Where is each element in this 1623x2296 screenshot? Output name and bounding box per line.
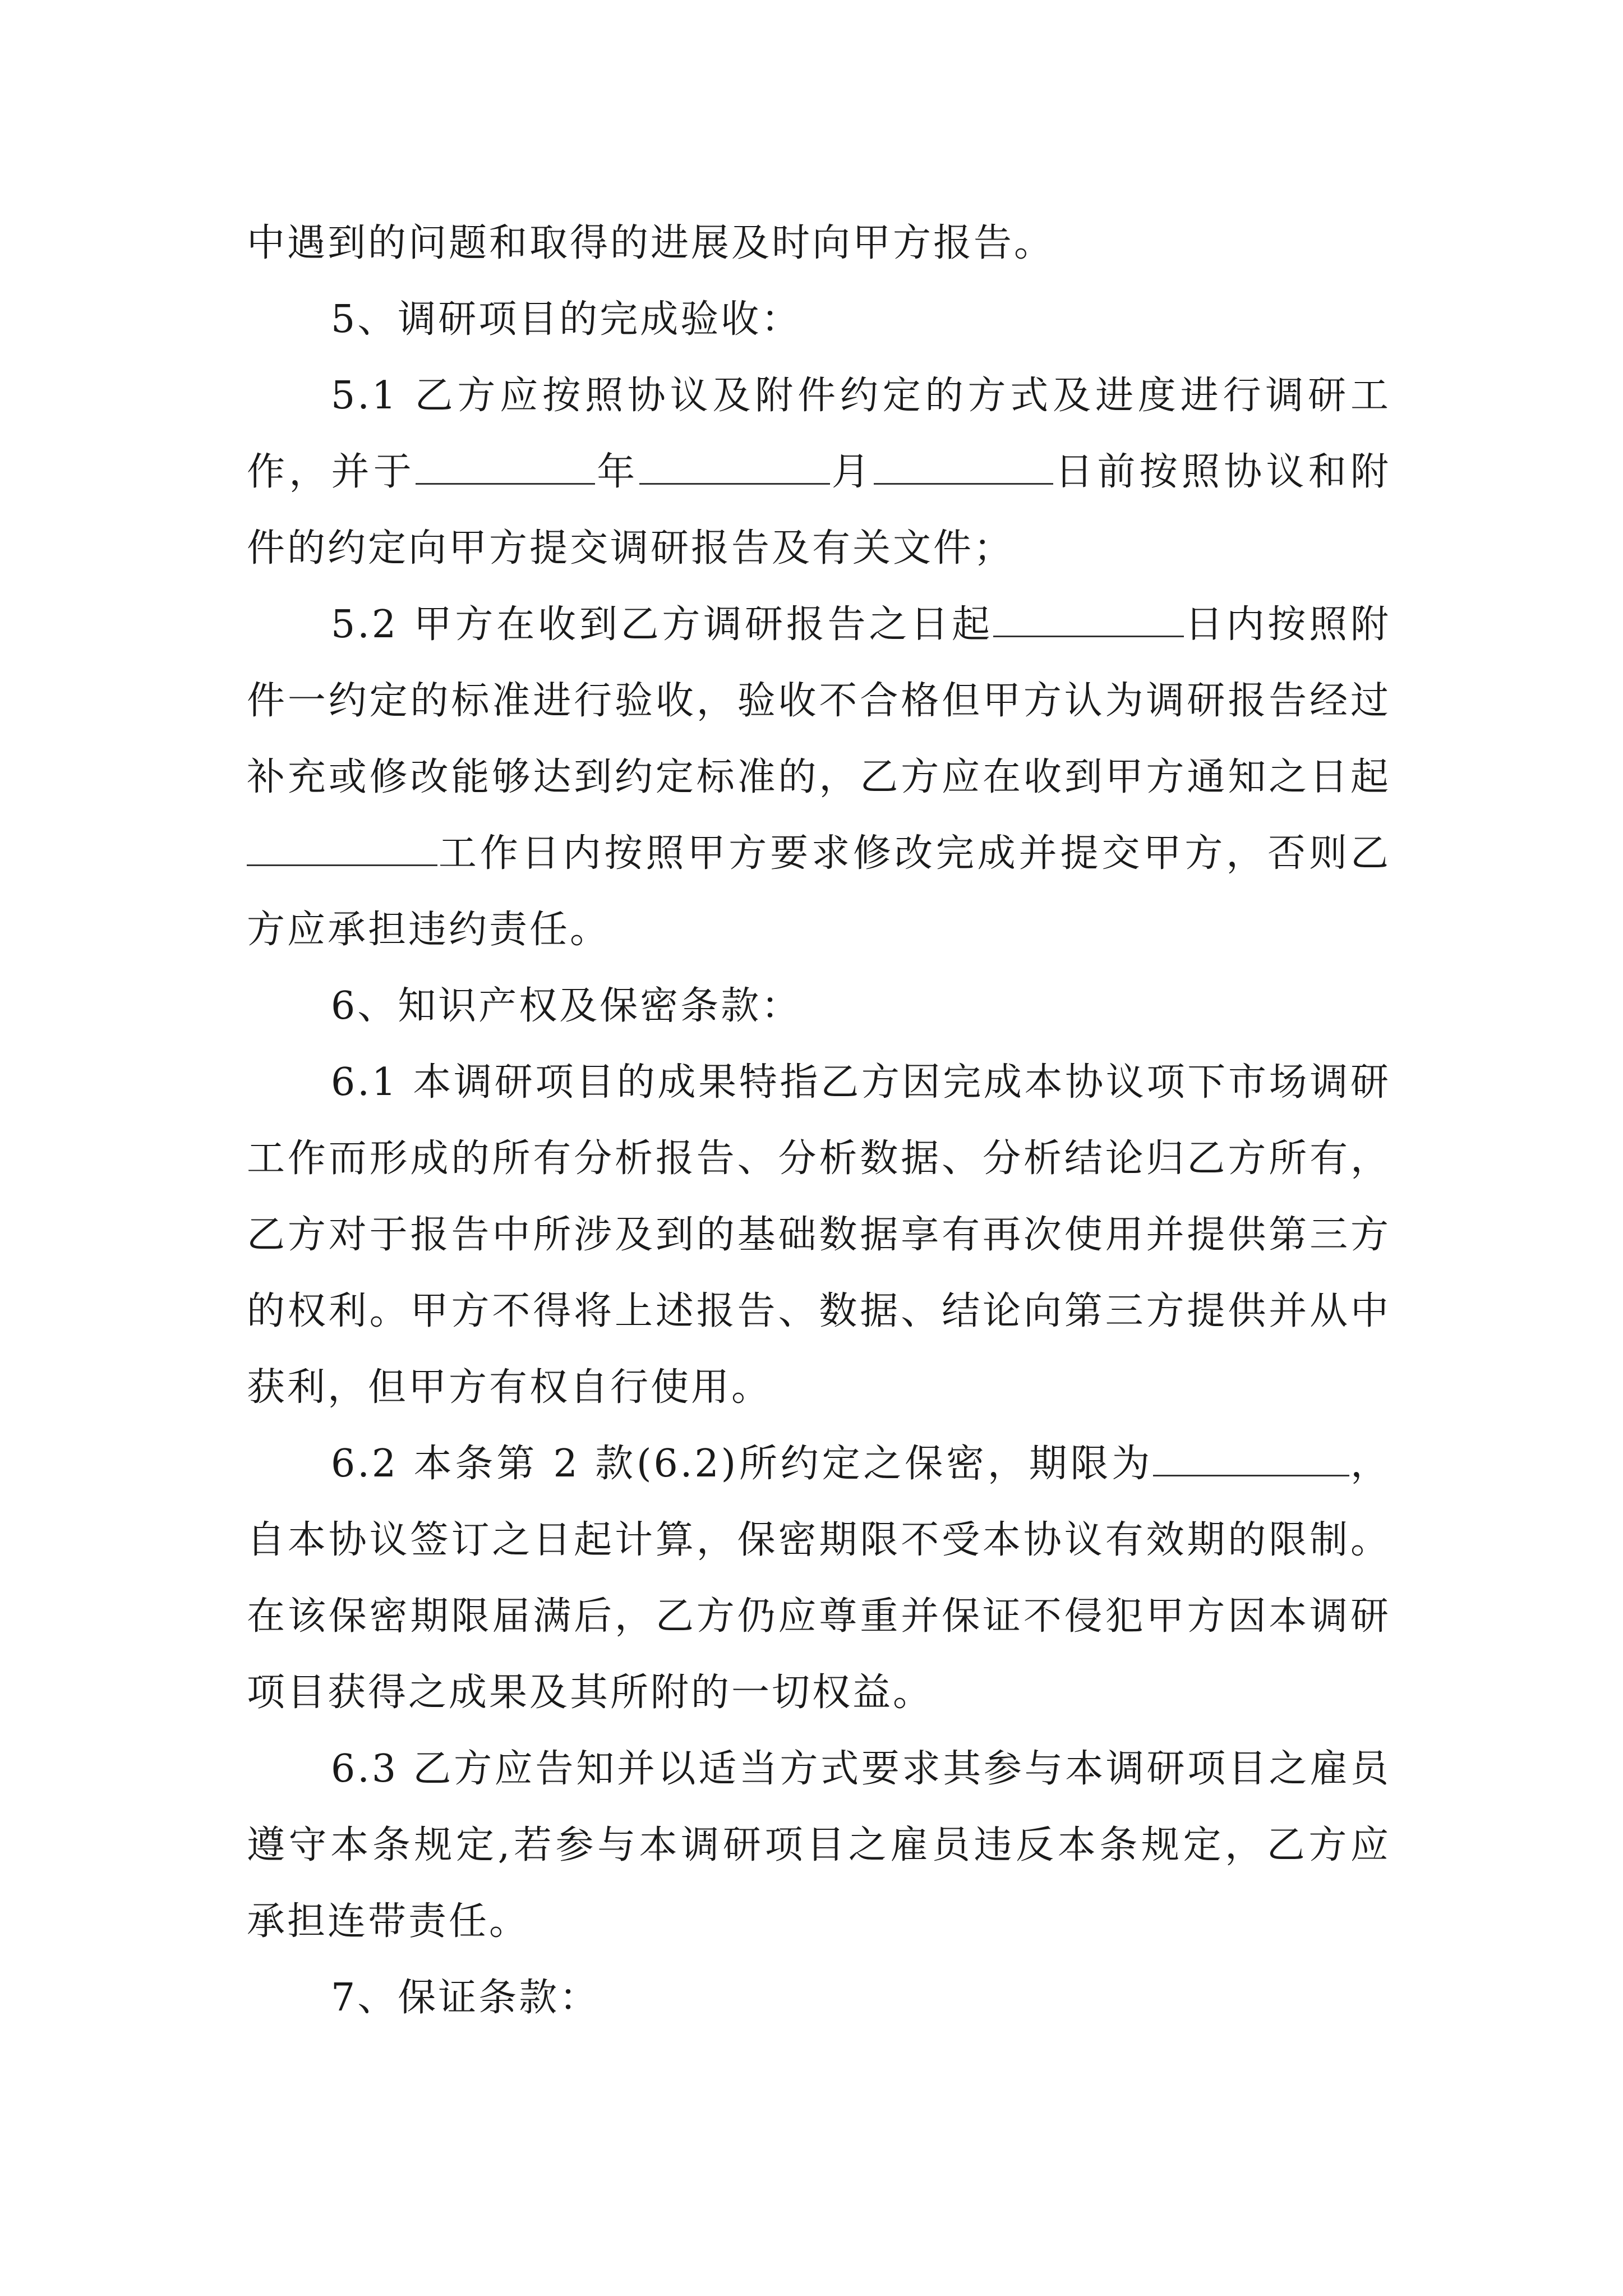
clause-5-1-text-a: 5.1 乙方应按照协议及附件约定的方式及进度进行调研工作，并于 [247, 374, 1391, 494]
section-heading-7: 7、保证条款： [331, 1976, 600, 2020]
clause-5-1-text-d: 日前按照协议和附件的约定向甲方提交调研报告及有关文件； [247, 450, 1391, 570]
section-heading-6: 6、知识产权及保密条款： [331, 984, 802, 1028]
contract-body [247, 205, 1391, 2036]
revision-workdays-blank [247, 832, 437, 866]
clause-5-2-text-a: 5.2 甲方在收到乙方调研报告之日起 [331, 602, 993, 647]
clause-5-2-text-b: 日内按照附件一约定的标准进行验收，验收不合格但甲方认为调研报告经过补充或修改能够达到约定标准的，乙方应在收到甲方通知之日起 [247, 602, 1391, 799]
acceptance-days-blank [993, 603, 1184, 637]
year-label: 年 [595, 450, 639, 494]
clause-6-2-text-a: 6.2 本条第 2 款(6.2)所约定之保密，期限为 [331, 1442, 1154, 1486]
clause-5-1 [247, 358, 1391, 587]
year-blank [416, 450, 595, 485]
clause-6-3: 6.3 乙方应告知并以适当方式要求其参与本调研项目之雇员遵守本条规定,若参与本调研项目之雇员违反本条规定，乙方应承担连带责任。 [247, 1747, 1391, 1944]
clause-6-2-text-b: ，自本协议签订之日起计算，保密期限不受本协议有效期的限制。在该保密期限届满后，乙方仍应尊重并保证不侵犯甲方因本调研项目获得之成果及其所附的一切权益。 [247, 1442, 1391, 1715]
clause-6-2 [247, 1426, 1391, 1731]
clause-6-1: 6.1 本调研项目的成果特指乙方因完成本协议项下市场调研工作而形成的所有分析报告、分析数据、分析结论归乙方所有，乙方对于报告中所涉及到的基础数据享有再次使用并提供第三方的权利。甲方不得将上述报告、数据、结论向第三方提供并从中获利，但甲方有权自行使用。 [247, 1060, 1391, 1410]
month-label: 月 [829, 450, 874, 494]
month-blank [639, 450, 830, 485]
clause-5-2-text-c: 工作日内按照甲方要求修改完成并提交甲方，否则乙方应承担违约责任。 [247, 831, 1391, 952]
day-blank [874, 450, 1053, 485]
clause-5-2 [247, 587, 1391, 968]
confidentiality-period-blank [1153, 1442, 1349, 1476]
paragraph-continuation: 中遇到的问题和取得的进展及时向甲方报告。 [247, 221, 1055, 265]
section-heading-5: 5、调研项目的完成验收： [331, 297, 802, 342]
